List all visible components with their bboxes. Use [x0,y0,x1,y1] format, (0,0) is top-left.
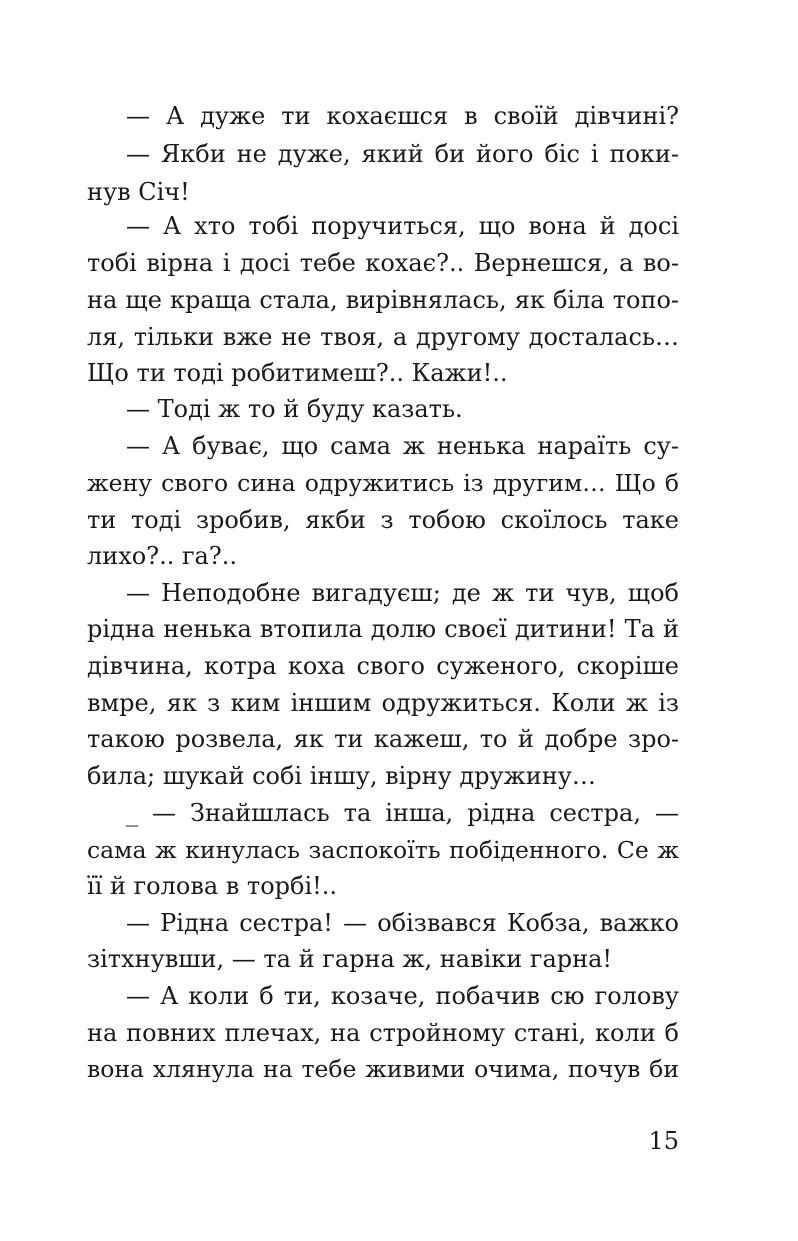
page-number: 15 [648,1127,679,1155]
text-line: Що ти тоді робитимеш?.. Кажи!.. [87,359,508,387]
text-line: — А буває, що сама ж ненька нараїть су- [126,432,679,460]
text-line: вмре, як з ким іншим одружиться. Коли ж із [87,689,679,717]
text-line: на ще краща стала, вирівнялась, як біла топо- [87,286,679,314]
text-line: дівчина, котра коха свого суженого, скоріше [87,652,679,680]
text-line: — Тоді ж то й буду казать. [126,395,463,423]
text-line: — А хто тобі поручиться, що вона й досі [126,212,679,240]
text-line: — Рідна сестра! — обізвався Кобза, важко [126,909,679,937]
text-line: — А коли б ти, козаче, побачив сю голову [126,982,679,1010]
text-line: била; шукай собі іншу, вірну дружину… [87,762,596,790]
text-line: тобі вірна і досі тебе кохає?.. Вернешся, а во- [87,249,679,277]
text-line: — Якби не дуже, який би його біс і поки- [126,140,679,168]
text-line: — Неподобне вигадуєш; де ж ти чув, щоб [126,579,679,607]
text-line: рідна ненька втопила долю своєї дитини! Та й [87,615,679,643]
text-line: лихо?.. га?.. [87,542,237,570]
text-line: — А дуже ти кохаєшся в своїй дівчині? [126,102,679,130]
text-line: такою розвела, як ти кажеш, то й добре зро- [87,725,679,753]
text-line: ля, тільки вже не твоя, а другому досталась… [87,323,679,351]
text-line: _ — Знайшлась та інша, рідна сестра, — [126,799,679,827]
text-line: на повних плечах, на стройному стані, коли б [87,1019,679,1047]
text-line: сама ж кинулась заспокоїть побіденного. Се ж [87,836,679,864]
text-line: нув Січ! [87,178,190,206]
text-line: її й голова в торбі!.. [87,872,338,900]
text-line: жену свого сина одружитись із другим… Що б [87,469,679,497]
text-line: ти тоді зробив, якби з тобою скоїлось таке [87,506,679,534]
text-line: зітхнувши, — та й гарна ж, навіки гарна! [87,945,613,973]
text-line: вона хлянула на тебе живими очима, почув би [87,1055,679,1083]
